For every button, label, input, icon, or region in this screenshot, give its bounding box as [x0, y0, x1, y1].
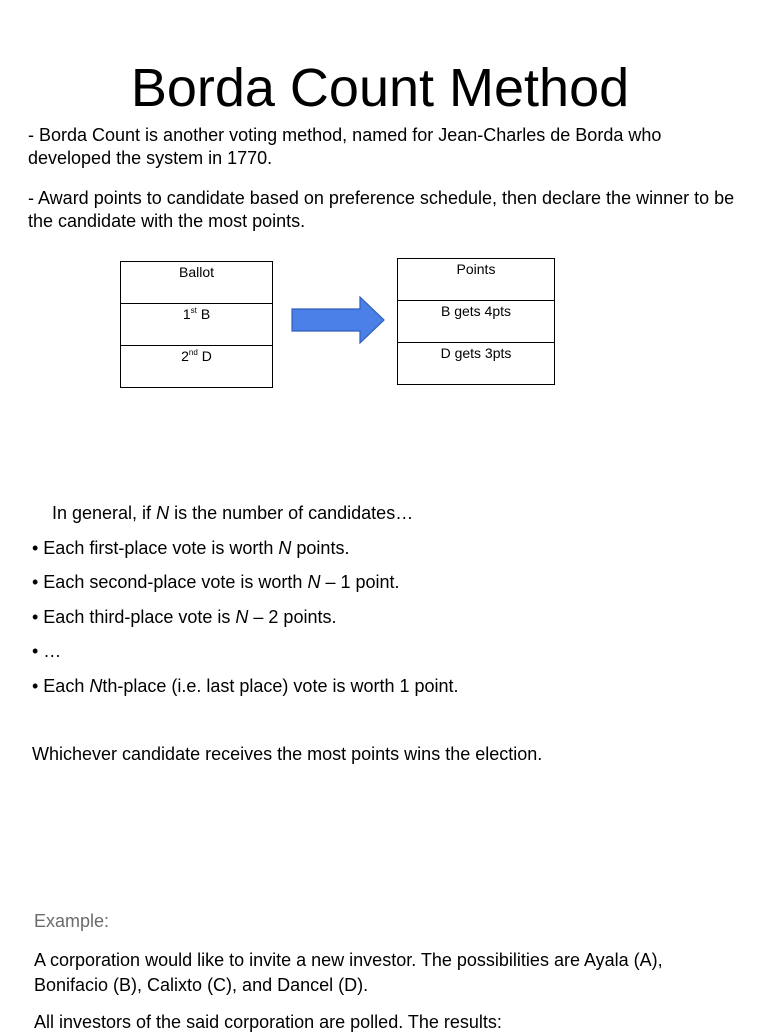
text: – 1 point. [320, 572, 400, 592]
example-text: A corporation would like to invite a new investor. The possibilities are Ayala (A), Bonifacio (B), Calixto (C), and Dancel (D). [34, 950, 663, 995]
closing-statement: Whichever candidate receives the most points wins the election. [32, 744, 543, 764]
example-text-continued: All investors of the said corporation are polled. The results: [34, 1012, 502, 1032]
points-row: B gets 4pts [398, 301, 555, 343]
variable: N [89, 675, 103, 696]
points-table [397, 258, 555, 385]
rule-bullet [32, 571, 732, 606]
candidate: B [200, 306, 211, 322]
text: • Each third-place vote is [32, 606, 236, 627]
variable: N [235, 606, 249, 627]
text: points. [291, 537, 350, 558]
ballot-table [120, 261, 273, 388]
right-arrow-icon [290, 295, 386, 345]
page-title: Borda Count Method [130, 58, 630, 118]
text: – 2 points. [248, 606, 337, 627]
text: • Each [32, 675, 90, 696]
intro-paragraph-1: - Borda Count is another voting method, named for Jean-Charles de Borda who developed the system in 1770. [28, 125, 662, 168]
points-row: D gets 3pts [398, 343, 555, 385]
ballot-row [121, 346, 273, 388]
general-intro [32, 502, 732, 537]
variable: N [156, 503, 170, 523]
rule-bullet [32, 537, 732, 572]
text: • Each second-place vote is worth [32, 572, 308, 592]
ballot-row [121, 304, 273, 346]
intro-paragraph-2: - Award points to candidate based on preference schedule, then declare the winner to be the candidate with the most points. [28, 188, 735, 231]
text: th-place (i.e. last place) vote is worth 1 point. [102, 675, 459, 696]
rule-bullet [32, 675, 732, 710]
ordinal: 2 [181, 348, 189, 364]
text: is the number of candidates… [169, 503, 414, 523]
text: In general, if [52, 503, 157, 523]
rule-bullet [32, 640, 732, 675]
general-rules [32, 502, 732, 709]
candidate: D [201, 348, 212, 364]
rule-bullet [32, 606, 732, 641]
ordinal-suffix: st [190, 306, 197, 315]
variable: N [278, 537, 292, 558]
ordinal-suffix: nd [188, 348, 198, 357]
ordinal: 1 [182, 306, 191, 322]
example-label: Example: [34, 911, 110, 931]
text: • … [32, 641, 62, 661]
variable: N [307, 572, 321, 592]
ballot-header: Ballot [121, 262, 273, 304]
text: • Each first-place vote is worth [32, 537, 279, 558]
points-header: Points [398, 259, 555, 301]
